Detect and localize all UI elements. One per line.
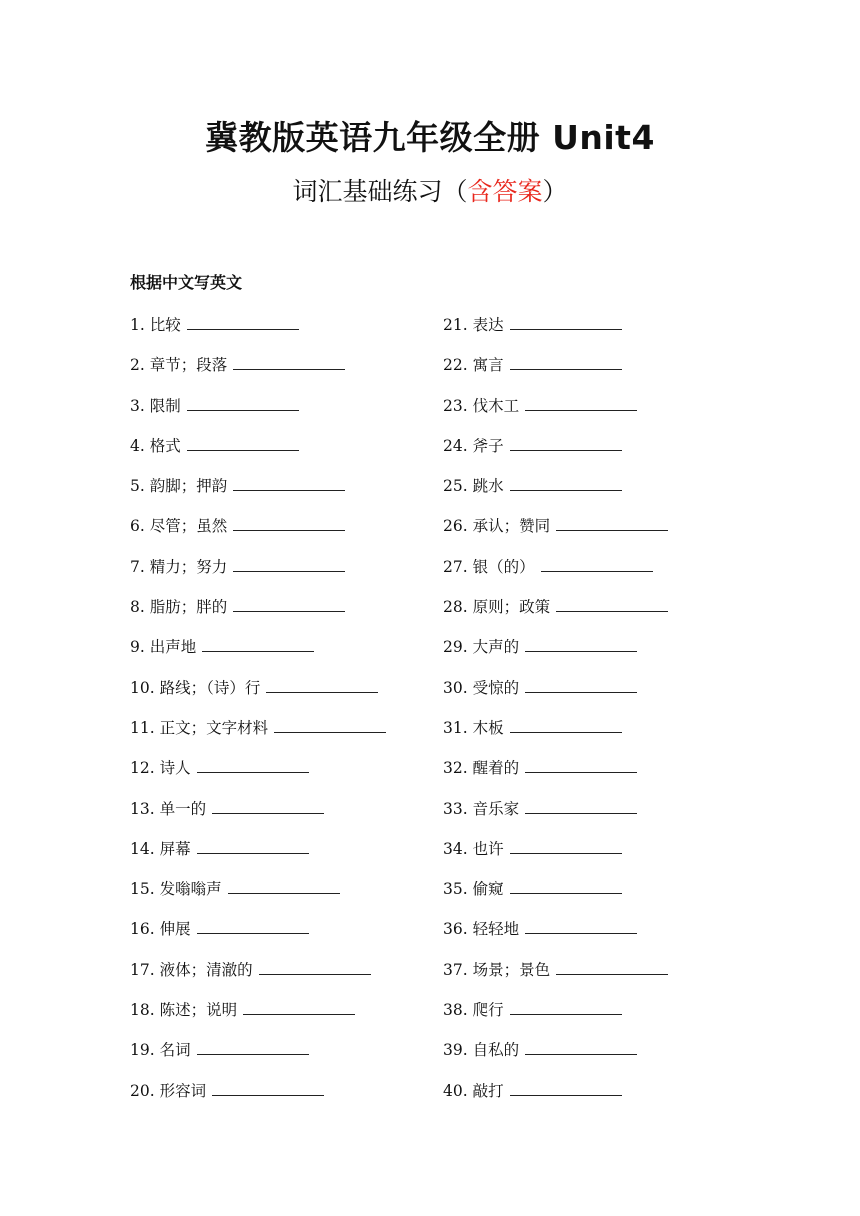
exercise-item: [130, 677, 450, 717]
exercise-item: [443, 354, 763, 394]
item-chinese-text: 正文；文字材料: [159, 718, 269, 737]
item-number: 6.: [130, 517, 145, 536]
answer-blank[interactable]: [233, 354, 345, 370]
item-chinese-text: 表达: [472, 316, 504, 334]
answer-blank[interactable]: [525, 395, 637, 411]
answer-blank[interactable]: [233, 556, 345, 572]
subtitle-suffix: ）: [542, 177, 568, 206]
answer-blank[interactable]: [556, 515, 668, 531]
item-chinese-text: 承认；赞同: [472, 517, 551, 536]
item-chinese-text: 形容词: [159, 1081, 207, 1100]
answer-blank[interactable]: [197, 1039, 309, 1055]
item-number: 20.: [130, 1081, 155, 1100]
exercise-item: [443, 435, 763, 475]
item-number: 36.: [443, 920, 468, 939]
item-chinese-text: 自私的: [472, 1041, 520, 1060]
item-number: 21.: [443, 316, 468, 334]
item-chinese-text: 爬行: [472, 1001, 504, 1020]
item-chinese-text: 陈述；说明: [159, 1001, 238, 1020]
document-title: 冀教版英语九年级全册 Unit4: [205, 118, 655, 157]
item-number: 39.: [443, 1041, 468, 1060]
item-number: 1.: [130, 316, 145, 334]
item-chinese-text: 屏幕: [159, 839, 191, 858]
exercise-item: [443, 838, 763, 878]
item-number: 32.: [443, 759, 468, 778]
answer-blank[interactable]: [202, 636, 314, 652]
answer-blank[interactable]: [510, 999, 622, 1015]
answer-blank[interactable]: [510, 878, 622, 894]
item-chinese-text: 寓言: [472, 356, 504, 375]
item-number: 25.: [443, 477, 468, 496]
item-chinese-text: 敲打: [472, 1081, 504, 1100]
item-number: 40.: [443, 1081, 468, 1100]
exercise-item: [443, 475, 763, 515]
exercise-item: [130, 878, 450, 918]
item-number: 17.: [130, 960, 155, 979]
exercise-item: [130, 838, 450, 878]
exercise-item: [443, 556, 763, 596]
item-chinese-text: 章节；段落: [149, 356, 228, 375]
exercise-item: [443, 757, 763, 797]
answer-blank[interactable]: [233, 475, 345, 491]
section-heading: 根据中文写英文: [130, 273, 243, 292]
exercise-item: [130, 959, 450, 999]
item-number: 10.: [130, 678, 155, 697]
item-number: 13.: [130, 799, 155, 818]
item-number: 16.: [130, 920, 155, 939]
item-chinese-text: 路线；（诗）行: [159, 678, 261, 697]
answer-blank[interactable]: [525, 677, 637, 693]
item-number: 22.: [443, 356, 468, 375]
answer-blank[interactable]: [556, 959, 668, 975]
item-number: 11.: [130, 718, 155, 737]
exercise-item: [130, 1080, 450, 1120]
item-chinese-text: 脂肪；胖的: [149, 598, 228, 617]
answer-blank[interactable]: [266, 677, 378, 693]
subtitle-prefix: 词汇基础练习（: [292, 177, 468, 206]
item-chinese-text: 原则；政策: [472, 598, 551, 617]
item-number: 2.: [130, 356, 145, 375]
item-chinese-text: 比较: [149, 316, 181, 334]
document-subtitle: [0, 172, 860, 208]
exercise-item: [443, 636, 763, 676]
exercise-item: [443, 314, 763, 354]
item-chinese-text: 木板: [472, 718, 504, 737]
answer-blank[interactable]: [243, 999, 355, 1015]
item-number: 5.: [130, 477, 145, 496]
answer-blank[interactable]: [556, 596, 668, 612]
exercise-item: [130, 757, 450, 797]
item-number: 15.: [130, 880, 155, 899]
item-chinese-text: 尽管；虽然: [149, 517, 228, 536]
exercise-item: [130, 435, 450, 475]
exercise-item: [130, 918, 450, 958]
exercise-item: [130, 636, 450, 676]
item-number: 7.: [130, 557, 145, 576]
item-number: 34.: [443, 839, 468, 858]
exercise-item: [443, 395, 763, 435]
answer-blank[interactable]: [525, 798, 637, 814]
answer-blank[interactable]: [525, 636, 637, 652]
item-chinese-text: 场景；景色: [472, 960, 551, 979]
item-chinese-text: 诗人: [159, 759, 191, 778]
item-number: 26.: [443, 517, 468, 536]
item-chinese-text: 伸展: [159, 920, 191, 939]
subtitle-answer-tag: 含答案: [467, 177, 543, 206]
item-number: 37.: [443, 960, 468, 979]
exercise-item: [443, 918, 763, 958]
answer-blank[interactable]: [510, 1080, 622, 1096]
item-chinese-text: 大声的: [472, 638, 520, 657]
item-number: 28.: [443, 598, 468, 617]
item-chinese-text: 发嗡嗡声: [159, 880, 222, 899]
item-chinese-text: 跳水: [472, 477, 504, 496]
item-chinese-text: 限制: [149, 396, 181, 415]
exercise-item: [443, 959, 763, 999]
item-chinese-text: 斧子: [472, 436, 504, 455]
item-number: 31.: [443, 718, 468, 737]
answer-blank[interactable]: [259, 959, 371, 975]
exercise-item: [130, 717, 450, 757]
item-chinese-text: 出声地: [149, 638, 197, 657]
exercise-item: [443, 798, 763, 838]
item-chinese-text: 音乐家: [472, 799, 520, 818]
answer-blank[interactable]: [510, 475, 622, 491]
item-chinese-text: 轻轻地: [472, 920, 520, 939]
answer-blank[interactable]: [187, 395, 299, 411]
exercise-item: [130, 354, 450, 394]
item-chinese-text: 伐木工: [472, 396, 520, 415]
exercise-item: [443, 677, 763, 717]
answer-blank[interactable]: [233, 515, 345, 531]
answer-blank[interactable]: [228, 878, 340, 894]
item-chinese-text: 银（的）: [472, 557, 535, 576]
answer-blank[interactable]: [187, 435, 299, 451]
answer-blank[interactable]: [197, 757, 309, 773]
exercise-item: [130, 1039, 450, 1079]
item-number: 8.: [130, 598, 145, 617]
answer-blank[interactable]: [525, 1039, 637, 1055]
answer-blank[interactable]: [187, 314, 299, 330]
item-number: 23.: [443, 396, 468, 415]
exercise-item: [443, 878, 763, 918]
exercise-item: [130, 515, 450, 555]
exercise-item: [130, 556, 450, 596]
exercise-item: [130, 596, 450, 636]
item-number: 30.: [443, 678, 468, 697]
exercise-item: [130, 999, 450, 1039]
exercise-item: [130, 314, 450, 354]
answer-blank[interactable]: [510, 717, 622, 733]
item-number: 33.: [443, 799, 468, 818]
answer-blank[interactable]: [274, 717, 386, 733]
item-number: 18.: [130, 1001, 155, 1020]
item-number: 38.: [443, 1001, 468, 1020]
item-chinese-text: 液体；清澈的: [159, 960, 253, 979]
exercise-column-left: [130, 314, 450, 1120]
answer-blank[interactable]: [525, 757, 637, 773]
item-number: 19.: [130, 1041, 155, 1060]
item-number: 4.: [130, 436, 145, 455]
answer-blank[interactable]: [233, 596, 345, 612]
answer-blank[interactable]: [212, 798, 324, 814]
exercise-column-right: [443, 314, 763, 1120]
item-number: 29.: [443, 638, 468, 657]
item-number: 14.: [130, 839, 155, 858]
item-chinese-text: 韵脚；押韵: [149, 477, 228, 496]
exercise-item: [443, 999, 763, 1039]
item-chinese-text: 精力；努力: [149, 557, 228, 576]
answer-blank[interactable]: [510, 435, 622, 451]
exercise-item: [130, 475, 450, 515]
answer-blank[interactable]: [212, 1080, 324, 1096]
item-number: 27.: [443, 557, 468, 576]
exercise-item: [443, 1039, 763, 1079]
answer-blank[interactable]: [510, 354, 622, 370]
exercise-item: [443, 596, 763, 636]
answer-blank[interactable]: [197, 838, 309, 854]
item-number: 9.: [130, 638, 145, 657]
item-chinese-text: 格式: [149, 436, 181, 455]
item-chinese-text: 也许: [472, 839, 504, 858]
item-number: 12.: [130, 759, 155, 778]
item-number: 35.: [443, 880, 468, 899]
exercise-item: [130, 395, 450, 435]
answer-blank[interactable]: [525, 918, 637, 934]
answer-blank[interactable]: [197, 918, 309, 934]
answer-blank[interactable]: [510, 838, 622, 854]
item-number: 3.: [130, 396, 145, 415]
item-chinese-text: 偷窥: [472, 880, 504, 899]
item-chinese-text: 单一的: [159, 799, 207, 818]
answer-blank[interactable]: [510, 314, 622, 330]
exercise-item: [443, 1080, 763, 1120]
item-number: 24.: [443, 436, 468, 455]
exercise-item: [443, 515, 763, 555]
exercise-item: [130, 798, 450, 838]
item-chinese-text: 醒着的: [472, 759, 520, 778]
answer-blank[interactable]: [541, 556, 653, 572]
exercise-item: [443, 717, 763, 757]
item-chinese-text: 名词: [159, 1041, 191, 1060]
item-chinese-text: 受惊的: [472, 678, 520, 697]
